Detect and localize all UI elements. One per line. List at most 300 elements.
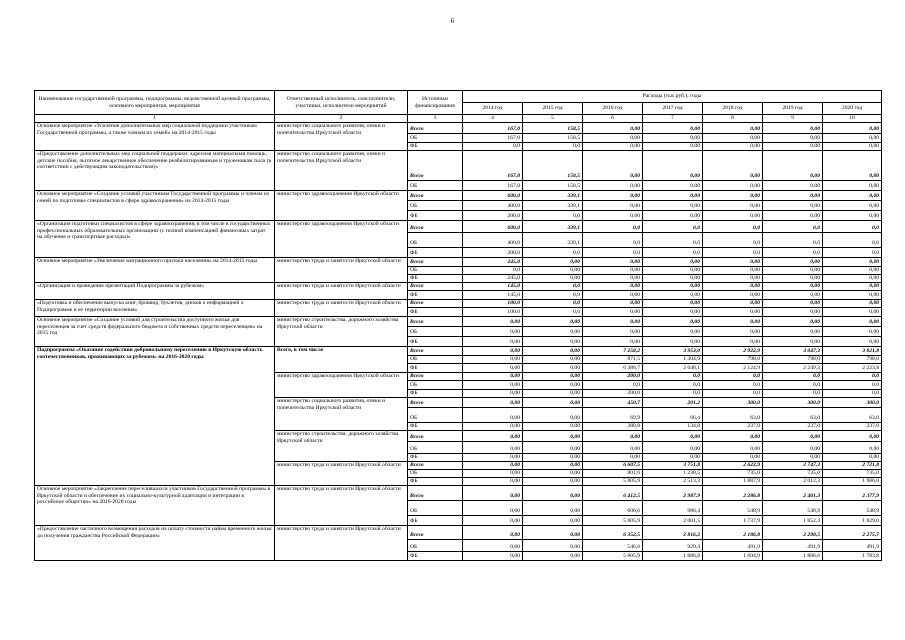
value-cell: 0,00 <box>463 442 523 454</box>
value-cell: 200,0 <box>583 390 643 398</box>
value-cell: 0,00 <box>703 151 763 181</box>
table-row <box>35 347 882 356</box>
value-cell: 0,00 <box>763 191 823 201</box>
value-cell: 158,5 <box>523 181 583 191</box>
value-cell: 0,00 <box>643 300 703 308</box>
value-cell: 0,00 <box>823 337 882 347</box>
value-cell: 2 286,8 <box>703 486 763 501</box>
value-cell: 0,0 <box>523 143 583 151</box>
value-cell: 491,9 <box>823 540 882 552</box>
value-cell: 0,0 <box>823 248 882 258</box>
funding-source-cell: Всего <box>408 431 463 442</box>
value-cell: 0,00 <box>523 275 583 283</box>
value-cell: 0,00 <box>643 123 703 134</box>
value-cell: 0,0 <box>523 308 583 317</box>
value-cell: 2 186,8 <box>703 526 763 540</box>
value-cell: 7 258,2 <box>583 347 643 356</box>
value-cell: 0,00 <box>463 317 523 327</box>
value-cell: 0,0 <box>763 221 823 233</box>
value-cell: 0,00 <box>643 201 703 211</box>
value-cell: 0,00 <box>523 516 583 526</box>
value-cell: 0,00 <box>643 454 703 462</box>
header-col-number: 7 <box>643 115 703 123</box>
value-cell: 2 747,3 <box>763 462 823 470</box>
value-cell: 0,00 <box>823 431 882 442</box>
value-cell: 0,0 <box>823 381 882 390</box>
value-cell: 0,00 <box>703 267 763 275</box>
value-cell: 0,00 <box>463 373 523 381</box>
table-row <box>35 123 882 134</box>
value-cell: 0,00 <box>583 191 643 201</box>
funding-source-cell: Всего <box>408 486 463 501</box>
value-cell: 6 352,5 <box>583 526 643 540</box>
value-cell: 0,0 <box>523 283 583 291</box>
value-cell: 0,00 <box>463 486 523 501</box>
funding-source-cell: ОБ <box>408 442 463 454</box>
funding-source-cell: Всего <box>408 347 463 356</box>
value-cell: 2 401,3 <box>763 486 823 501</box>
value-cell: 0,00 <box>823 267 882 275</box>
value-cell: 0,00 <box>703 454 763 462</box>
executor-cell: министерство труда и занятости Иркутской области <box>275 258 408 283</box>
value-cell: 300,0 <box>763 398 823 408</box>
value-cell: 801,6 <box>583 470 643 478</box>
executor-cell: министерство здравоохранения Иркутской области <box>275 373 408 398</box>
value-cell: 735,0 <box>703 470 763 478</box>
funding-source-cell: Всего <box>408 123 463 134</box>
value-cell: 0,0 <box>703 221 763 233</box>
value-cell: 0,00 <box>643 431 703 442</box>
value-cell: 0,00 <box>823 283 882 291</box>
value-cell: 0,00 <box>703 291 763 300</box>
value-cell: 0,0 <box>703 373 763 381</box>
funding-source-cell: ОБ <box>408 267 463 275</box>
value-cell: 0,00 <box>823 442 882 454</box>
value-cell: 0,00 <box>763 291 823 300</box>
value-cell: 0,00 <box>763 308 823 317</box>
value-cell: 3 953,0 <box>643 347 703 356</box>
value-cell: 0,00 <box>463 356 523 364</box>
header-col-number: 4 <box>463 115 523 123</box>
value-cell: 2 001,5 <box>643 516 703 526</box>
value-cell: 0,00 <box>463 470 523 478</box>
value-cell: 0,00 <box>703 211 763 221</box>
measure-name-cell: Основное мероприятие «Закрепление переселившихся участников Государственной программы в Иркутской области и обеспечение их социально-культурной адаптации и интеграции в российское общество» на 2016-2020 годы <box>35 486 275 526</box>
value-cell: 0,00 <box>463 327 523 337</box>
value-cell: 0,00 <box>583 201 643 211</box>
value-cell: 0,00 <box>463 540 523 552</box>
value-cell: 0,00 <box>583 300 643 308</box>
value-cell: 929,4 <box>643 540 703 552</box>
value-cell: 0,0 <box>583 381 643 390</box>
value-cell: 0,00 <box>823 134 882 143</box>
value-cell: 0,00 <box>463 501 523 516</box>
value-cell: 0,00 <box>643 317 703 327</box>
value-cell: 5 805,9 <box>583 478 643 486</box>
value-cell: 0,00 <box>763 300 823 308</box>
value-cell: 600,0 <box>463 191 523 201</box>
value-cell: 0,0 <box>703 233 763 248</box>
value-cell: 0,00 <box>763 151 823 181</box>
value-cell: 0,00 <box>823 300 882 308</box>
value-cell: 63,0 <box>703 408 763 423</box>
value-cell: 0,00 <box>703 308 763 317</box>
value-cell: 0,00 <box>463 390 523 398</box>
header-year: 2017 год <box>643 103 703 115</box>
value-cell: 0,00 <box>463 462 523 470</box>
value-cell: 0,00 <box>703 283 763 291</box>
funding-source-cell: Всего <box>408 151 463 181</box>
value-cell: 2 513,3 <box>643 478 703 486</box>
funding-source-cell: ФБ <box>408 423 463 431</box>
value-cell: 0,0 <box>703 248 763 258</box>
value-cell: 3 751,8 <box>643 462 703 470</box>
executor-cell: министерство социального развития, опеки и попечительства Иркутской области <box>275 123 408 151</box>
executor-cell: министерство здравоохранения Иркутской области <box>275 191 408 221</box>
value-cell: 0,00 <box>463 381 523 390</box>
value-cell: 491,9 <box>703 540 763 552</box>
value-cell: 0,00 <box>703 431 763 442</box>
measure-name-cell: Основное мероприятие «Создание условий участникам Государственной программы и членам их семей по подготовке специалистов в сфере здравоохранения» на 2014-2015 годы <box>35 191 275 221</box>
value-cell: 400,0 <box>463 233 523 248</box>
executor-cell: министерство труда и занятости Иркутской области <box>275 526 408 561</box>
value-cell: 548,9 <box>823 501 882 516</box>
value-cell: 2 648,1 <box>643 364 703 373</box>
value-cell: 0,00 <box>583 454 643 462</box>
value-cell: 0,00 <box>523 501 583 516</box>
value-cell: 339,1 <box>523 191 583 201</box>
value-cell: 201,2 <box>643 398 703 408</box>
measure-name-cell: Основное мероприятие «Усиление дополнительных мер социальной поддержки участникам Государственной программы, а также членам их семей» на 2014-2015 годы <box>35 123 275 151</box>
value-cell: 0,00 <box>523 356 583 364</box>
value-cell: 0,00 <box>823 291 882 300</box>
header-col-number: 3 <box>408 115 463 123</box>
value-cell: 606,6 <box>583 501 643 516</box>
value-cell: 0,0 <box>703 381 763 390</box>
header-year: 2015 год <box>523 103 583 115</box>
value-cell: 548,9 <box>763 501 823 516</box>
header-name: Наименование государственной программы, подпрограммы, ведомственной целевой программы, основного мероприятия, мероприятия <box>35 91 275 115</box>
table-row <box>35 221 882 233</box>
value-cell: 0,00 <box>583 327 643 337</box>
funding-source-cell: Всего <box>408 221 463 233</box>
value-cell: 0,00 <box>463 398 523 408</box>
value-cell: 158,5 <box>523 151 583 181</box>
header-year: 2020 год <box>823 103 882 115</box>
value-cell: 0,00 <box>523 408 583 423</box>
value-cell: 0,0 <box>643 248 703 258</box>
value-cell: 0,00 <box>583 267 643 275</box>
value-cell: 0,00 <box>643 258 703 267</box>
value-cell: 66,4 <box>643 408 703 423</box>
value-cell: 2 223,8 <box>823 364 882 373</box>
funding-source-cell: Всего <box>408 398 463 408</box>
value-cell: 2 012,3 <box>763 478 823 486</box>
value-cell: 600,0 <box>463 221 523 233</box>
value-cell: 0,00 <box>823 327 882 337</box>
value-cell: 237,0 <box>763 423 823 431</box>
value-cell: 0,0 <box>763 373 823 381</box>
value-cell: 1 986,8 <box>823 478 882 486</box>
value-cell: 0,0 <box>583 248 643 258</box>
funding-source-cell: ФБ <box>408 364 463 373</box>
measure-name-cell: «Организация подготовки специалистов в сфере здравоохранения, в том числе в государственных профессиональных образовательных организациях (с полной компенсацией финансовых затрат на обучение и транспортные расходы)» <box>35 221 275 258</box>
executor-cell: Всего, в том числе <box>275 347 408 373</box>
funding-source-cell: Всего <box>408 462 463 470</box>
funding-source-cell: ОБ <box>408 470 463 478</box>
value-cell: 986,4 <box>643 501 703 516</box>
value-cell: 0,00 <box>463 516 523 526</box>
table-row <box>35 191 882 201</box>
value-cell: 0,0 <box>763 381 823 390</box>
header-executor: Ответственный исполнитель, соисполнители, участники, исполнители мероприятий <box>275 91 408 115</box>
value-cell: 735,0 <box>823 470 882 478</box>
table-row <box>35 283 882 291</box>
measure-name-cell: «Предоставление дополнительных мер социальной поддержки: адресная материальная помощь, детские пособия, льготное лекарственное обеспечение реабилитированным и труженикам тыла (в соответствии с действующим законодательством)» <box>35 151 275 191</box>
value-cell: 546,6 <box>583 540 643 552</box>
value-cell: 0,00 <box>523 337 583 347</box>
value-cell: 0,00 <box>463 552 523 561</box>
value-cell: 100,0 <box>463 308 523 317</box>
value-cell: 0,00 <box>763 442 823 454</box>
value-cell: 0,00 <box>763 134 823 143</box>
value-cell: 0,00 <box>463 423 523 431</box>
value-cell: 0,00 <box>763 431 823 442</box>
value-cell: 0,00 <box>463 337 523 347</box>
value-cell: 0,00 <box>583 151 643 181</box>
funding-source-cell: ОБ <box>408 501 463 516</box>
header-year: 2014 год <box>463 103 523 115</box>
funding-source-cell: ОБ <box>408 540 463 552</box>
value-cell: 0,00 <box>763 283 823 291</box>
value-cell: 63,0 <box>763 408 823 423</box>
value-cell: 0,00 <box>763 181 823 191</box>
value-cell: 0,0 <box>643 373 703 381</box>
header-col-number: 2 <box>275 115 408 123</box>
value-cell: 300,0 <box>823 398 882 408</box>
header-col-number: 5 <box>523 115 583 123</box>
header-source: Источники финансирования <box>408 91 463 115</box>
value-cell: 0,00 <box>583 337 643 347</box>
value-cell: 0,00 <box>523 390 583 398</box>
funding-source-cell: Всего <box>408 317 463 327</box>
value-cell: 145,0 <box>463 291 523 300</box>
value-cell: 0,0 <box>643 390 703 398</box>
value-cell: 245,0 <box>463 258 523 267</box>
table-row <box>35 300 882 308</box>
value-cell: 0,00 <box>583 211 643 221</box>
value-cell: 2 275,7 <box>823 526 882 540</box>
table-row <box>35 526 882 540</box>
value-cell: 237,0 <box>703 423 763 431</box>
funding-source-cell: ОБ <box>408 408 463 423</box>
executor-cell: министерство социального развития, опеки и попечительства Иркутской области <box>275 398 408 431</box>
value-cell: 2 124,9 <box>703 364 763 373</box>
value-cell: 0,0 <box>823 221 882 233</box>
value-cell: 2 298,5 <box>763 526 823 540</box>
value-cell: 798,0 <box>703 356 763 364</box>
table-row <box>35 151 882 181</box>
value-cell: 158,5 <box>523 134 583 143</box>
funding-source-cell: ФБ <box>408 291 463 300</box>
value-cell: 0,00 <box>523 398 583 408</box>
value-cell: 5 805,9 <box>583 516 643 526</box>
value-cell: 0,00 <box>583 431 643 442</box>
value-cell: 0,00 <box>463 408 523 423</box>
value-cell: 0,00 <box>643 291 703 300</box>
value-cell: 0,00 <box>523 462 583 470</box>
value-cell: 0,00 <box>703 275 763 283</box>
funding-source-cell: ОБ <box>408 181 463 191</box>
value-cell: 0,00 <box>703 181 763 191</box>
funding-source-cell: Всего <box>408 373 463 381</box>
value-cell: 0,00 <box>643 327 703 337</box>
value-cell: 6 412,5 <box>583 486 643 501</box>
value-cell: 63,0 <box>823 408 882 423</box>
value-cell: 0,00 <box>523 431 583 442</box>
value-cell: 548,9 <box>703 501 763 516</box>
executor-cell: министерство строительства, дорожного хозяйства Иркутской области <box>275 431 408 462</box>
value-cell: 1 887,9 <box>703 478 763 486</box>
funding-source-cell: ФБ <box>408 275 463 283</box>
funding-source-cell: ОБ <box>408 381 463 390</box>
header-col-number: 8 <box>703 115 763 123</box>
value-cell: 2 987,9 <box>643 486 703 501</box>
value-cell: 1 783,8 <box>823 552 882 561</box>
funding-source-cell: ФБ <box>408 454 463 462</box>
value-cell: 0,00 <box>823 151 882 181</box>
value-cell: 0,00 <box>583 134 643 143</box>
value-cell: 1 304,9 <box>643 356 703 364</box>
table-row <box>35 258 882 267</box>
funding-source-cell: Всего <box>408 283 463 291</box>
value-cell: 0,00 <box>523 552 583 561</box>
value-cell: 0,0 <box>463 267 523 275</box>
value-cell: 2 377,9 <box>823 486 882 501</box>
value-cell: 0,00 <box>583 258 643 267</box>
funding-source-cell: ОБ <box>408 233 463 248</box>
value-cell: 0,00 <box>643 337 703 347</box>
value-cell: 0,00 <box>763 327 823 337</box>
value-cell: 167,0 <box>463 134 523 143</box>
value-cell: 3 021,8 <box>823 347 882 356</box>
value-cell: 0,0 <box>763 390 823 398</box>
value-cell: 0,00 <box>463 431 523 442</box>
value-cell: 0,00 <box>583 275 643 283</box>
measure-name-cell: Подпрограмма «Оказание содействия добровольному переселению в Иркутскую область соотечественников, проживающих за рубежом» на 2016-2020 годы <box>35 347 275 486</box>
value-cell: 0,00 <box>703 201 763 211</box>
value-cell: 0,00 <box>463 364 523 373</box>
value-cell: 2 922,9 <box>703 347 763 356</box>
value-cell: 0,00 <box>643 442 703 454</box>
funding-source-cell: ОБ <box>408 356 463 364</box>
value-cell: 0,00 <box>763 211 823 221</box>
header-year: 2019 год <box>763 103 823 115</box>
value-cell: 0,00 <box>763 143 823 151</box>
value-cell: 0,00 <box>643 191 703 201</box>
value-cell: 0,00 <box>763 123 823 134</box>
value-cell: 237,0 <box>823 423 882 431</box>
header-col-number: 6 <box>583 115 643 123</box>
table-row <box>35 317 882 327</box>
value-cell: 0,00 <box>523 258 583 267</box>
value-cell: 1 829,0 <box>823 516 882 526</box>
value-cell: 0,00 <box>703 327 763 337</box>
executor-cell: министерство труда и занятости Иркутской области <box>275 462 408 486</box>
funding-source-cell: Всего <box>408 191 463 201</box>
measure-name-cell: «Организация и проведение презентаций Подпрограммы за рубежом» <box>35 283 275 300</box>
value-cell: 0,00 <box>463 454 523 462</box>
value-cell: 0,00 <box>823 123 882 134</box>
funding-source-cell: ФБ <box>408 143 463 151</box>
value-cell: 3 047,3 <box>763 347 823 356</box>
value-cell: 1 806,6 <box>763 552 823 561</box>
value-cell: 0,0 <box>823 390 882 398</box>
funding-source-cell: Всего <box>408 526 463 540</box>
value-cell: 0,00 <box>523 317 583 327</box>
value-cell: 0,00 <box>763 267 823 275</box>
value-cell: 1 737,9 <box>703 516 763 526</box>
value-cell: 400,0 <box>463 201 523 211</box>
value-cell: 0,00 <box>823 211 882 221</box>
value-cell: 0,00 <box>583 291 643 300</box>
executor-cell: министерство труда и занятости Иркутской области <box>275 283 408 300</box>
value-cell: 0,00 <box>583 442 643 454</box>
value-cell: 339,1 <box>523 221 583 233</box>
value-cell: 0,00 <box>703 442 763 454</box>
executor-cell: министерство труда и занятости Иркутской области <box>275 486 408 526</box>
value-cell: 0,00 <box>463 526 523 540</box>
value-cell: 145,0 <box>463 283 523 291</box>
value-cell: 0,00 <box>823 317 882 327</box>
table-row <box>35 486 882 501</box>
value-cell: 1 886,8 <box>643 552 703 561</box>
value-cell: 69,9 <box>583 408 643 423</box>
value-cell: 0,00 <box>703 337 763 347</box>
value-cell: 158,5 <box>523 123 583 134</box>
value-cell: 0,00 <box>583 143 643 151</box>
value-cell: 0,00 <box>763 337 823 347</box>
header-col-number: 9 <box>763 115 823 123</box>
value-cell: 1 238,5 <box>643 470 703 478</box>
value-cell: 0,00 <box>643 308 703 317</box>
funding-source-cell: ФБ <box>408 211 463 221</box>
value-cell: 100,0 <box>463 300 523 308</box>
value-cell: 0,00 <box>523 423 583 431</box>
value-cell: 0,00 <box>823 454 882 462</box>
value-cell: 0,00 <box>703 191 763 201</box>
value-cell: 0,00 <box>523 486 583 501</box>
value-cell: 0,0 <box>643 233 703 248</box>
value-cell: 0,00 <box>763 258 823 267</box>
value-cell: 0,00 <box>703 134 763 143</box>
value-cell: 0,00 <box>523 373 583 381</box>
value-cell: 0,00 <box>763 454 823 462</box>
value-cell: 0,00 <box>583 308 643 317</box>
value-cell: 339,1 <box>523 233 583 248</box>
value-cell: 0,00 <box>823 308 882 317</box>
value-cell: 735,0 <box>763 470 823 478</box>
value-cell: 380,8 <box>583 423 643 431</box>
value-cell: 0,00 <box>463 347 523 356</box>
value-cell: 0,00 <box>703 123 763 134</box>
value-cell: 0,0 <box>463 143 523 151</box>
value-cell: 0,00 <box>643 151 703 181</box>
value-cell: 0,0 <box>643 221 703 233</box>
funding-source-cell: ФБ <box>408 390 463 398</box>
value-cell: 0,00 <box>703 258 763 267</box>
value-cell: 0,00 <box>823 191 882 201</box>
